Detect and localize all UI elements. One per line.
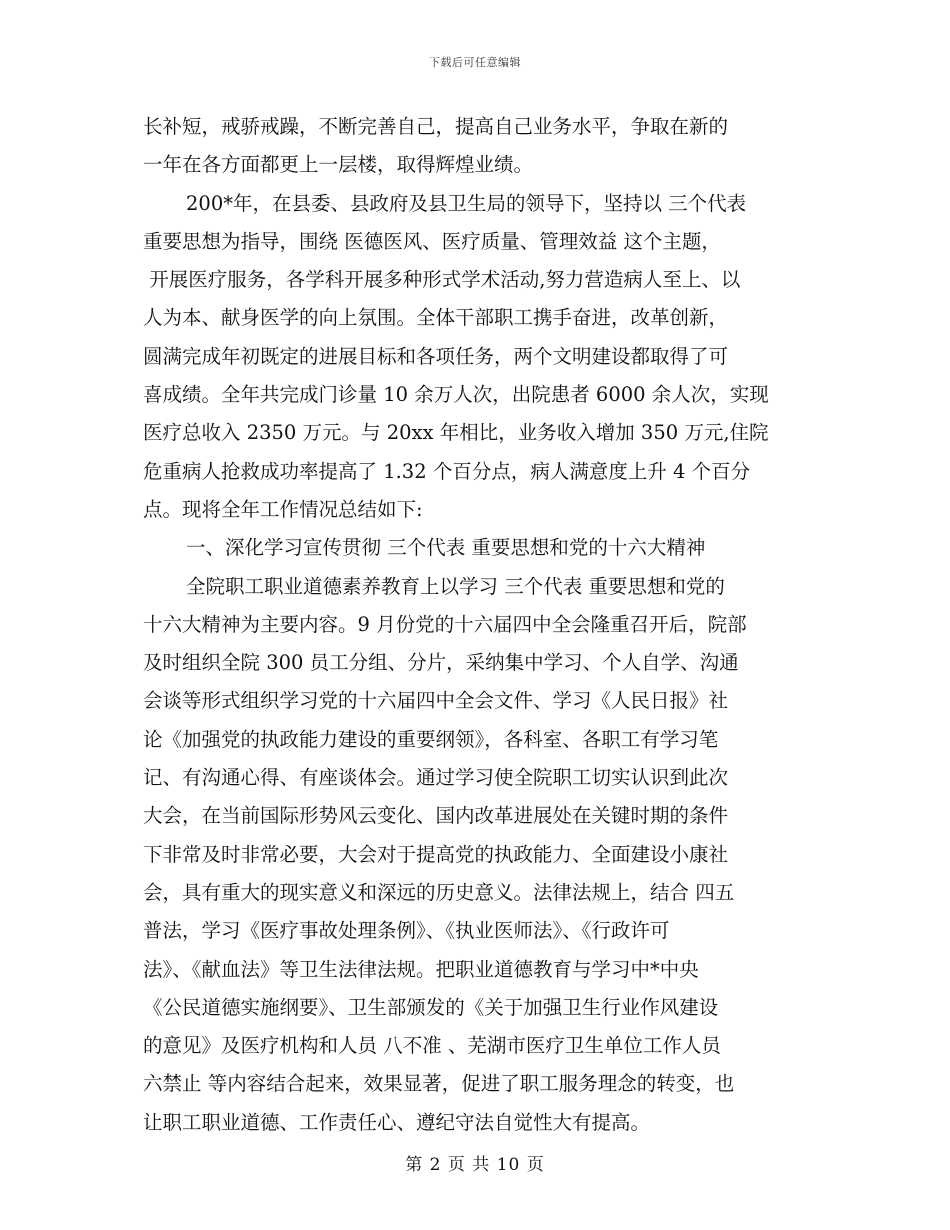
text-line: 圆满完成年初既定的进展目标和各项任务，两个文明建设都取得了可 xyxy=(143,344,729,368)
text-line: 让职工职业道德、工作责任心、遵纪守法自觉性大有提高。 xyxy=(143,1110,651,1134)
text-line: 法》、《献血法》等卫生法律法规。把职业道德教育与学习中*中央 xyxy=(143,957,699,981)
text-line: 危重病人抢救成功率提高了 1.32 个百分点，病人满意度上升 4 个百分 xyxy=(143,459,751,483)
text-line: 200*年，在县委、县政府及县卫生局的领导下，坚持以 三个代表 xyxy=(186,191,747,215)
text-line: 记、有沟通心得、有座谈体会。通过学习使全院职工切实认识到此次 xyxy=(143,766,729,790)
page-header: 下载后可任意编辑 xyxy=(429,56,521,69)
text-line: 开展医疗服务，各学科开展多种形式学术活动,努力营造病人至上、以 xyxy=(143,268,741,292)
text-line: 人为本、献身医学的向上氛围。全体干部职工携手奋进，改革创新， xyxy=(143,306,729,330)
text-line: 重要思想为指导，围绕 医德医风、医疗质量、管理效益 这个主题， xyxy=(143,229,721,253)
text-line: 点。现将全年工作情况总结如下: xyxy=(143,497,423,521)
text-line: 会，具有重大的现实意义和深远的历史意义。法律法规上，结合 四五 xyxy=(143,880,735,904)
text-line: 喜成绩。全年共完成门诊量 10 余万人次，出院患者 6000 余人次，实现 xyxy=(143,383,769,407)
text-line: 长补短，戒骄戒躁，不断完善自己，提高自己业务水平，争取在新的 xyxy=(143,115,729,138)
text-line: 下非常及时非常必要，大会对于提高党的执政能力、全面建设小康社 xyxy=(143,842,729,866)
text-line: 会谈等形式组织学习党的十六届四中全会文件、学习《人民日报》社 xyxy=(143,689,729,713)
body-text xyxy=(143,108,811,1142)
text-line: 十六大精神为主要内容。9 月份党的十六届四中全会隆重召开后，院部 xyxy=(143,612,747,636)
text-line: 普法，学习《医疗事故处理条例》、《执业医师法》、《行政许可 xyxy=(143,919,670,943)
text-line: 的意见》及医疗机构和人员 八不准 、芜湖市医疗卫生单位工作人员 xyxy=(143,1034,721,1058)
text-line: 全院职工职业道德素养教育上以学习 三个代表 重要思想和党的 xyxy=(186,574,725,598)
text-line: 六禁止 等内容结合起来，效果显著，促进了职工服务理念的转变，也 xyxy=(143,1072,735,1096)
text-line: 《公民道德实施纲要》、卫生部颁发的《关于加强卫生行业作风建设 xyxy=(143,995,719,1019)
text-line: 一年在各方面都更上一层楼，取得辉煌业绩。 xyxy=(143,153,534,177)
text-line: 及时组织全院 300 员工分组、分片，采纳集中学习、个人自学、沟通 xyxy=(143,651,739,675)
page-number-footer: 第 2 页 共 10 页 xyxy=(405,1155,545,1175)
text-line: 医疗总收入 2350 万元。与 20xx 年相比，业务收入增加 350 万元,住院 xyxy=(143,421,769,445)
text-line: 论《加强党的执政能力建设的重要纲领》，各科室、各职工有学习笔 xyxy=(143,727,719,751)
text-line: 大会，在当前国际形势风云变化、国内改革进展处在关键时期的条件 xyxy=(143,804,729,828)
section-heading: 一、深化学习宣传贯彻 三个代表 重要思想和党的十六大精神 xyxy=(186,536,706,560)
